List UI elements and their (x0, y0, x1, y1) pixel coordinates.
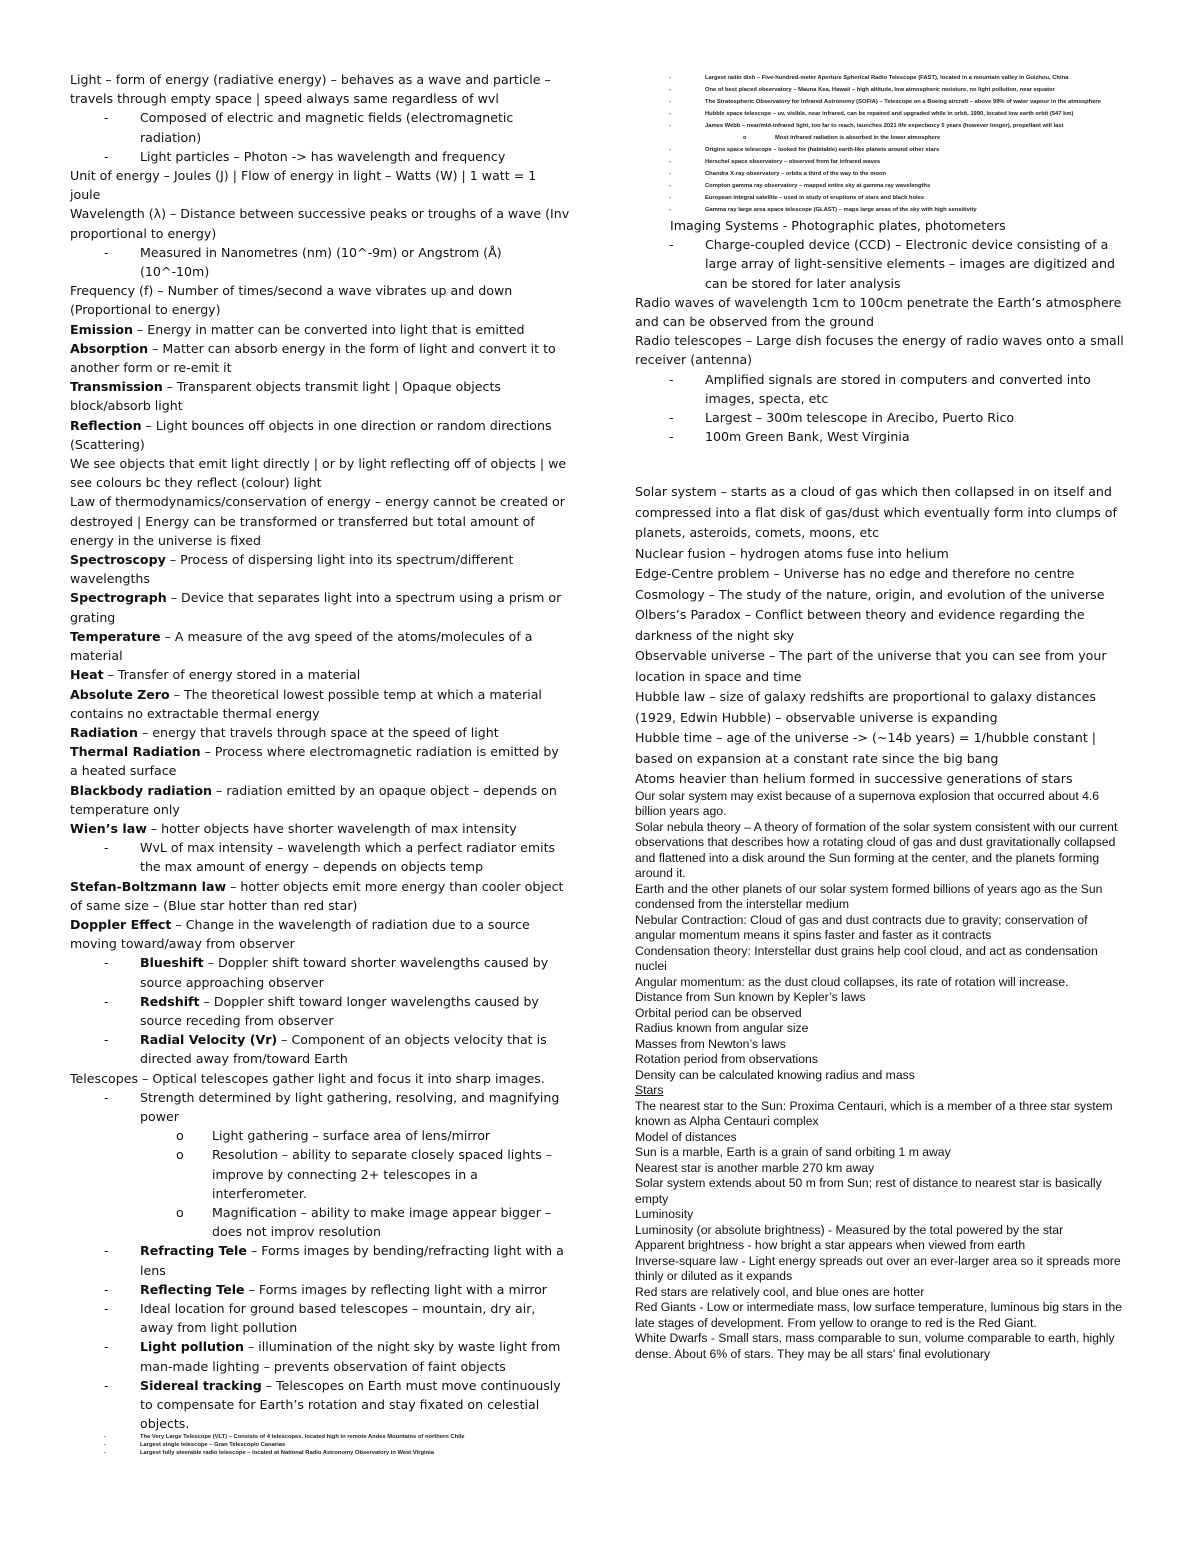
tiny-bullet-origins: - Origins space telescope – looked for (habitable) earth-like planets around other stars (669, 147, 940, 153)
tiny-bullet-sofia: - The Stratospheric Observatory for Infrared Astronomy (SOFIA) – Telescope on a Boeing aircraft – above 99% of water vapour in the atmosphere (669, 99, 1101, 105)
paragraph-olbers: Olbers’s Paradox – Conflict between theory and evidence regarding the darkness of the night sky (635, 607, 1085, 643)
subbullet-magnification: o Magnification – ability to make image appear bigger – does not improv resolution (176, 1204, 552, 1240)
tiny-bullet-chandra: - Chandra X-ray observatory – orbits a third of the way to the moon (669, 171, 887, 177)
bullet-refracting: - Refracting Tele – Forms images by bending/refracting light with a lens (104, 1243, 564, 1278)
paragraph-marble: Sun is a marble, Earth is a grain of sand orbiting 1 m away (635, 1145, 951, 1160)
subbullet-resolution: o Resolution – ability to separate closely spaced lights – improve by connecting 2+ telescopes in a interferometer. (176, 1147, 553, 1201)
bullet-green-bank: - 100m Green Bank, West Virginia (669, 429, 910, 445)
paragraph-solar-nebula: Solar nebula theory – A theory of formation of the solar system consistent with our current observations that describes how a rotating cloud of gas and dust gravitationally collapsed and flattened into a disk around the Sun forming at the center, and the planets forming around it. (635, 819, 1118, 881)
paragraph-light: Light – form of energy (radiative energy) – behaves as a wave and particle – travels through empty space | speed always same regardless of wvl (70, 72, 551, 107)
tiny-bullet-steerable: - Largest fully steerable radio telescope – located at National Radio Astronomy Observatory in West Virginia (104, 1450, 435, 1457)
paragraph-radiation: Radiation – energy that travels through space at the speed of light (70, 724, 499, 740)
paragraph-absorption: Absorption – Matter can absorb energy in the form of light and convert it to another form or re-emit it (70, 340, 556, 376)
tiny-bullet-webb: - James Webb – near/mid-infrared light, too far to reach, launches 2021 life expectancy 5 years (however longer), propellant will last (669, 123, 1064, 129)
paragraph-nearest-marble: Nearest star is another marble 270 km away (635, 1160, 875, 1175)
heading-stars: Stars (635, 1083, 664, 1098)
bullet-arecibo: - Largest – 300m telescope in Arecibo, Puerto Rico (669, 410, 1015, 426)
paragraph-telescopes: Telescopes – Optical telescopes gather light and focus it into sharp images. (70, 1070, 545, 1086)
paragraph-red-giants: Red Giants - Low or intermediate mass, low surface temperature, luminous big stars in the late stages of development. From yellow to orange to red is the Red Giant. (635, 1300, 1123, 1330)
tiny-bullet-glast: - Gamma ray large area space telescope (GLAST) – maps large areas of the sky with high sensitivity (669, 207, 977, 213)
paragraph-doppler: Doppler Effect – Change in the wavelength of radiation due to a source moving toward/away from observer (70, 916, 530, 952)
bullet-sidereal: - Sidereal tracking – Telescopes on Earth must move continuously to compensate for Earth’s rotation and stay fixated on celestial objects. (104, 1377, 561, 1432)
bullet-photon: - Light particles – Photon -> has wavelength and frequency (104, 148, 506, 164)
bullet-blueshift: - Blueshift – Doppler shift toward shorter wavelengths caused by source approaching observer (104, 955, 549, 990)
paragraph-nebular-contraction: Nebular Contraction: Cloud of gas and dust contracts due to gravity; conservation of angular momentum means it spins faster and faster as it contracts (635, 912, 1088, 943)
tiny-bullet-herschel: - Herschel space observatory – observed from far infrared waves (669, 159, 881, 165)
paragraph-radio-telescopes: Radio telescopes – Large dish focuses the energy of radio waves onto a small receiver (antenna) (635, 333, 1124, 368)
left-column (70, 0, 570, 1457)
bullet-reflecting: - Reflecting Tele – Forms images by reflecting light with a mirror (104, 1281, 547, 1297)
paragraph-reflection: Reflection – Light bounces off objects in one direction or random directions (Scattering) (70, 417, 552, 452)
bullet-ccd: - Charge-coupled device (CCD) – Electronic device consisting of a large array of light-sensitive elements – images are digitized and can be stored for later analysis (669, 237, 1115, 291)
paragraph-luminosity-def: Luminosity (or absolute brightness) - Measured by the total powered by the star (635, 1222, 1064, 1237)
paragraph-wiens-law: Wien’s law – hotter objects have shorter wavelength of max intensity (70, 820, 517, 836)
paragraph-edge-centre: Edge-Centre problem – Universe has no edge and therefore no centre (635, 566, 1075, 582)
paragraph-proxima: The nearest star to the Sun: Proxima Centauri, which is a member of a three star system known as Alpha Centauri complex (635, 1098, 1113, 1129)
bullet-radial-velocity: - Radial Velocity (Vr) – Component of an objects velocity that is directed away from/toward Earth (104, 1032, 547, 1067)
paragraph-see-objects: We see objects that emit light directly | or by light reflecting off of objects | we see colours bc they reflect (colour) light (70, 456, 567, 491)
bullet-amplified: - Amplified signals are stored in computers and converted into images, specta, etc (669, 371, 1091, 406)
bullet-nanometres: - Measured in Nanometres (nm) (10^-9m) or Angstrom (Å) (10^-10m) (104, 244, 502, 280)
paragraph-hubble-time: Hubble time – age of the universe -> (~14b years) = 1/hubble constant | based on expansion at a constant rate since the big bang (635, 730, 1097, 766)
spacer (635, 446, 1125, 482)
paragraph-wavelength: Wavelength (λ) – Distance between successive peaks or troughs of a wave (Inv proportional to energy) (70, 206, 570, 241)
paragraph-red-blue: Red stars are relatively cool, and blue ones are hotter (635, 1284, 925, 1299)
paragraph-orbital-period: Orbital period can be observed (635, 1005, 802, 1020)
paragraph-transmission: Transmission – Transparent objects transmit light | Opaque objects block/absorb light (70, 379, 501, 414)
paragraph-solar-extent: Solar system extends about 50 m from Sun; rest of distance to nearest star is basically empty (635, 1176, 1102, 1206)
paragraph-inverse-square: Inverse-square law - Light energy spreads out over an ever-larger area so it spreads more thinly or diluted as it expands (635, 1253, 1121, 1284)
paragraph-heavier-atoms: Atoms heavier than helium formed in successive generations of stars (635, 771, 1073, 787)
paragraph-radius: Radius known from angular size (635, 1021, 809, 1036)
tiny-bullet-integral: - European integral satellite – used in study of eruptions of stars and black holes (669, 195, 925, 201)
paragraph-thermal-radiation: Thermal Radiation – Process where electromagnetic radiation is emitted by a heated surface (70, 744, 559, 779)
paragraph-stefan-boltzmann: Stefan-Boltzmann law – hotter objects emit more energy than cooler object of same size – (Blue star hotter than red star) (70, 878, 564, 913)
paragraph-masses: Masses from Newton’s laws (635, 1036, 786, 1051)
tiny-bullet-hubble: - Hubble space telescope – uv, visible, near infrared, can be repaired and upgraded while in orbit, 1990, located low earth orbit (547 km) (669, 111, 1074, 117)
paragraph-angular-momentum: Angular momentum: as the dust cloud collapses, its rate of rotation will increase. (635, 974, 1069, 989)
paragraph-blackbody: Blackbody radiation – radiation emitted by an opaque object – depends on temperature only (70, 782, 557, 817)
bullet-ideal-location: - Ideal location for ground based telescopes – mountain, dry air, away from light pollution (104, 1301, 536, 1336)
paragraph-radio-waves: Radio waves of wavelength 1cm to 100cm penetrate the Earth’s atmosphere and can be observed from the ground (635, 294, 1122, 330)
paragraph-rotation-period: Rotation period from observations (635, 1052, 818, 1067)
paragraph-frequency: Frequency (f) – Number of times/second a wave vibrates up and down (Proportional to energy) (70, 283, 513, 318)
tiny-bullet-fast: - Largest radio dish – Five-hundred-meter Aperture Spherical Radio Telescope (FAST), located in a mountain valley in Guizhou, China (669, 75, 1069, 81)
paragraph-density: Density can be calculated knowing radius and mass (635, 1067, 915, 1082)
paragraph-distance-kepler: Distance from Sun known by Kepler’s laws (635, 990, 866, 1005)
subbullet-light-gathering: o Light gathering – surface area of lens/mirror (176, 1128, 491, 1144)
paragraph-condensation: Condensation theory: Interstellar dust grains help cool cloud, and act as condensation nuclei (635, 943, 1098, 974)
paragraph-solar-system: Solar system – starts as a cloud of gas which then collapsed in on itself and compressed into a flat disk of gas/dust which eventually form into clumps of planets, asteroids, comets, moons, etc (635, 484, 1117, 541)
paragraph-supernova: Our solar system may exist because of a supernova explosion that occurred about 4.6 billion years ago. (635, 788, 1100, 819)
paragraph-hubble-law: Hubble law – size of galaxy redshifts are proportional to galaxy distances (1929, Edwin Hubble) – observable universe is expanding (635, 689, 1096, 725)
paragraph-spectroscopy: Spectroscopy – Process of dispersing light into its spectrum/different wavelengths (70, 552, 514, 587)
paragraph-nuclear-fusion: Nuclear fusion – hydrogen atoms fuse into helium (635, 545, 949, 561)
heading-luminosity: Luminosity (635, 1207, 694, 1222)
paragraph-thermodynamics: Law of thermodynamics/conservation of energy – energy cannot be created or destroyed | Energy can be transformed or transferred but total amount of energy in the universe is fixed (70, 494, 565, 548)
tiny-bullet-mauna-kea: - One of best placed observatory – Mauna Kea, Hawaii – high altitude, low atmospheric moisture, no light pollution, near equator (669, 87, 1055, 93)
bullet-em-fields: - Composed of electric and magnetic fields (electromagnetic radiation) (104, 110, 514, 145)
tiny-bullet-vlt: - The Very Large Telescope (VLT) – Consists of 4 telescopes, located high in remote Andes Mountains of northern Chile (104, 1434, 465, 1441)
bullet-wvl-max: - WvL of max intensity – wavelength which a perfect radiator emits the max amount of energy – depends on objects temp (104, 840, 556, 875)
paragraph-model-distances: Model of distances (635, 1129, 737, 1144)
bullet-strength: - Strength determined by light gathering, resolving, and magnifying power (104, 1089, 560, 1124)
tiny-bullet-compton: - Compton gamma ray observatory – mapped entire sky at gamma ray wavelengths (669, 183, 931, 189)
bullet-redshift: - Redshift – Doppler shift toward longer wavelengths caused by source receding from observer (104, 993, 539, 1028)
right-column (635, 0, 1125, 1362)
paragraph-cosmology: Cosmology – The study of the nature, origin, and evolution of the universe (635, 586, 1105, 602)
paragraph-heat: Heat – Transfer of energy stored in a material (70, 667, 361, 683)
paragraph-spectrograph: Spectrograph – Device that separates light into a spectrum using a prism or grating (70, 590, 562, 625)
paragraph-earth-formed: Earth and the other planets of our solar system formed billions of years ago as the Sun condensed from the interstellar medium (635, 881, 1103, 912)
paragraph-imaging-systems: Imaging Systems - Photographic plates, photometers (670, 218, 1006, 233)
tiny-bullet-gtc: - Largest single telescope – Gran Telescopio Canarias (104, 1442, 286, 1449)
paragraph-observable-universe: Observable universe – The part of the universe that you can see from your location in space and time (635, 648, 1107, 684)
paragraph-units: Unit of energy – Joules (J) | Flow of energy in light – Watts (W) | 1 watt = 1 joule (70, 168, 537, 203)
paragraph-absolute-zero: Absolute Zero – The theoretical lowest possible temp at which a material contains no extractable thermal energy (70, 686, 542, 721)
tiny-subbullet-infrared: o Most infrared radiation is absorbed in the lower atmosphere (743, 135, 941, 141)
paragraph-temperature: Temperature – A measure of the avg speed of the atoms/molecules of a material (70, 628, 533, 664)
paragraph-emission: Emission – Energy in matter can be converted into light that is emitted (70, 321, 525, 337)
bullet-light-pollution: - Light pollution – illumination of the night sky by waste light from man-made lighting – prevents observation of faint objects (104, 1339, 561, 1374)
paragraph-apparent-brightness: Apparent brightness - how bright a star appears when viewed from earth (635, 1238, 1026, 1253)
paragraph-white-dwarfs: White Dwarfs - Small stars, mass comparable to sun, volume comparable to earth, highly dense. About 6% of stars. They may be all stars' final evolutionary (635, 1331, 1115, 1361)
